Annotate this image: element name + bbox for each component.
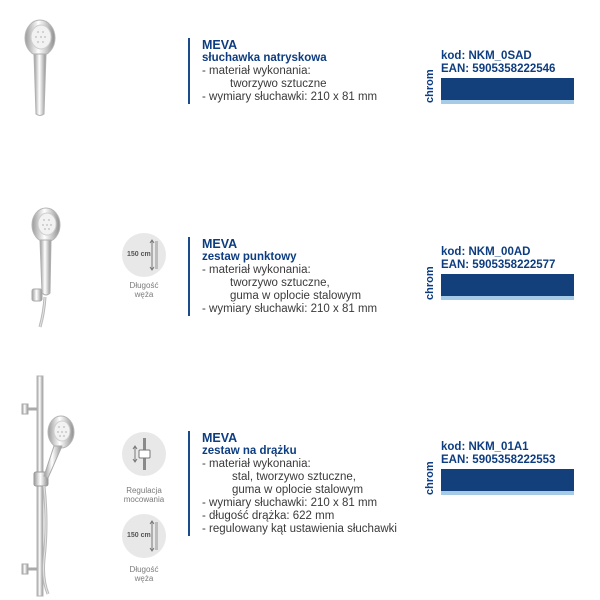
color-bar-accent: [441, 491, 574, 495]
product-subtitle: zestaw punktowy: [202, 251, 297, 263]
spec-line: - długość drążka: 622 mm: [202, 510, 335, 522]
spec-line: - materiał wykonania:: [202, 264, 311, 276]
icon-caption: [109, 281, 179, 299]
spec-line: tworzywo sztuczne: [230, 78, 327, 90]
caption-line: Długość: [129, 565, 159, 574]
caption-line: mocowania: [123, 495, 165, 504]
shower-set-photo: [20, 205, 64, 330]
finish-label: chrom: [424, 461, 436, 495]
spec-line: - regulowany kąt ustawienia słuchawki: [202, 523, 397, 535]
hose-length-value: 150 cm: [127, 532, 151, 539]
product-code: kod: NKM_0SAD: [441, 50, 532, 62]
product-code: kod: NKM_00AD: [441, 246, 531, 258]
product-ean: EAN: 5905358222553: [441, 454, 556, 466]
adjustable-mount-icon: [122, 432, 166, 476]
product-ean: EAN: 5905358222577: [441, 259, 556, 271]
color-bar: [441, 78, 574, 100]
color-bar: [441, 469, 574, 491]
spec-line: - wymiary słuchawki: 210 x 81 mm: [202, 91, 378, 103]
caption-line: węża: [134, 290, 154, 299]
hose-length-value: 150 cm: [127, 251, 151, 258]
product-description-1: [188, 38, 377, 104]
finish-label: chrom: [424, 266, 436, 300]
caption-line: Regulacja: [126, 486, 162, 495]
spec-line: - materiał wykonania:: [202, 65, 311, 77]
finish-label: chrom: [424, 69, 436, 103]
spec-line: guma w oplocie stalowym: [232, 484, 364, 496]
caption-line: Długość: [129, 281, 159, 290]
product-code-block-2: [441, 246, 574, 300]
spec-line: stal, tworzywo sztuczne,: [232, 471, 356, 483]
spec-line: - materiał wykonania:: [202, 458, 311, 470]
icon-caption: [109, 486, 179, 504]
color-bar-accent: [441, 100, 574, 104]
spec-line: - wymiary słuchawki: 210 x 81 mm: [202, 303, 378, 315]
product-subtitle: słuchawka natryskowa: [202, 52, 327, 64]
product-title: MEVA: [202, 38, 238, 52]
shower-rail-set-photo: [14, 374, 78, 598]
product-title: MEVA: [202, 431, 238, 445]
spec-line: guma w oplocie stalowym: [230, 290, 362, 302]
product-code: kod: NKM_01A1: [441, 441, 529, 453]
product-description-2: [188, 237, 377, 316]
spec-line: - wymiary słuchawki: 210 x 81 mm: [202, 497, 378, 509]
product-title: MEVA: [202, 237, 238, 251]
product-code-block-3: [441, 441, 574, 495]
spec-line: tworzywo sztuczne,: [230, 277, 330, 289]
shower-head-photo: [22, 18, 58, 118]
product-ean: EAN: 5905358222546: [441, 63, 556, 75]
color-bar-accent: [441, 296, 574, 300]
product-subtitle: zestaw na drążku: [202, 445, 297, 457]
product-description-3: [188, 431, 397, 536]
color-bar: [441, 274, 574, 296]
icon-caption: [109, 565, 179, 583]
caption-line: węża: [134, 574, 154, 583]
product-code-block-1: [441, 50, 574, 104]
